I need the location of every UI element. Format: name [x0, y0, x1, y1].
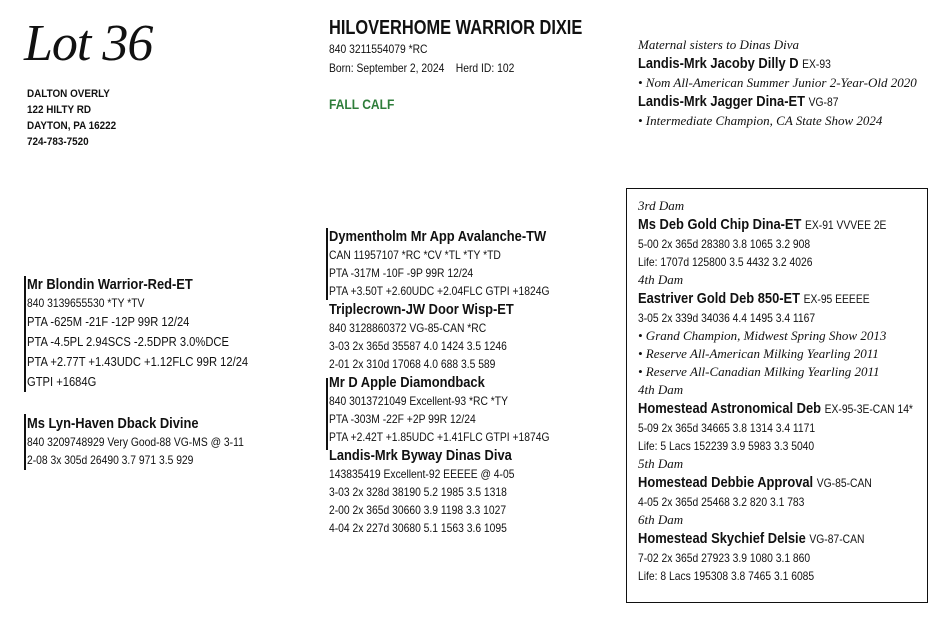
animal-birth-herd	[329, 60, 514, 77]
animal-name: HILOVERHOME WARRIOR DIXIE	[329, 17, 583, 39]
box-dam-line: Life: 8 Lacs 195308 3.8 7465 3.1 6085	[638, 569, 815, 583]
sire-line: GTPI +1684G	[27, 374, 97, 389]
box-dam-line: 5-09 2x 365d 34665 3.8 1314 3.4 1171	[638, 421, 816, 435]
sire-lines	[27, 294, 284, 392]
pedigree-animal-line: 4-04 2x 227d 30680 5.1 1563 3.6 1095	[329, 521, 507, 535]
box-dam-entry	[638, 289, 883, 309]
box-dam-name: Homestead Astronomical Deb	[638, 400, 822, 417]
pedigree-animal-line: PTA +3.50T +2.60UDC +2.04FLC GTPI +1824G	[329, 284, 550, 298]
sister-entry	[638, 92, 878, 112]
sire-block	[27, 275, 284, 392]
sister-note: • Intermediate Champion, CA State Show 2024	[638, 113, 883, 128]
dam-lines	[27, 433, 279, 469]
box-dam-entry	[638, 215, 887, 235]
box-dam-line: 4-05 2x 365d 25468 3.2 820 3.1 783	[638, 495, 805, 509]
pedigree-animal-line: CAN 11957107 *RC *CV *TL *TY *TD	[329, 248, 501, 262]
dams-list	[638, 197, 923, 585]
pedigree-animal	[329, 300, 619, 373]
box-dam-line: 7-02 2x 365d 27923 3.9 1080 3.1 860	[638, 551, 811, 565]
sister-classification: EX-93	[802, 57, 831, 71]
box-dam-note: • Grand Champion, Midwest Spring Show 2013	[638, 328, 887, 343]
lot-number: Lot 36	[24, 15, 153, 72]
dam-line: 2-08 3x 305d 26490 3.7 971 3.5 929	[27, 453, 194, 467]
sister-note: • Nom All-American Summer Junior 2-Year-Old 2020	[638, 75, 917, 90]
animal-born: Born: September 2, 2024	[329, 61, 445, 75]
box-dam-name: Homestead Skychief Delsie	[638, 530, 806, 547]
sister-classification: VG-87	[808, 95, 839, 109]
box-dam-name: Eastriver Gold Deb 850-ET	[638, 290, 801, 307]
pedigree-animal-line: 840 3128860372 VG-85-CAN *RC	[329, 321, 487, 335]
pedigree-animal-name: Dymentholm Mr App Avalanche-TW	[329, 228, 547, 245]
pedigree-animal-line: PTA +2.42T +1.85UDC +1.41FLC GTPI +1874G	[329, 430, 550, 444]
pedigree-animal-line: 3-03 2x 328d 38190 5.2 1985 3.5 1318	[329, 485, 507, 499]
pedigree-animal-name: Triplecrown-JW Door Wisp-ET	[329, 301, 514, 318]
dam-line: 840 3209748929 Very Good-88 VG-MS @ 3-11	[27, 435, 244, 449]
box-dam-classification: EX-95 EEEEE	[803, 292, 870, 306]
pedigree-divider-1	[326, 228, 328, 300]
pedigree-middle	[329, 227, 619, 537]
box-dam-entry	[638, 529, 883, 549]
dam-generation-label: 3rd Dam	[638, 198, 685, 213]
box-dam-classification: VG-85-CAN	[816, 476, 872, 490]
pedigree-animal	[329, 373, 619, 446]
box-dam-line: Life: 5 Lacs 152239 3.9 5983 3.3 5040	[638, 439, 815, 453]
pedigree-animal-name: Mr D Apple Diamondback	[329, 374, 485, 391]
dam-divider	[24, 414, 26, 470]
pedigree-divider-2	[326, 378, 328, 450]
sire-divider	[24, 276, 26, 392]
dam-generation-label: 6th Dam	[638, 512, 684, 527]
pedigree-animal-name: Landis-Mrk Byway Dinas Diva	[329, 447, 512, 464]
box-dam-classification: EX-95-3E-CAN 14*	[824, 402, 913, 416]
pedigree-animal-line: 2-00 2x 365d 30660 3.9 1198 3.3 1027	[329, 503, 507, 517]
pedigree-animal-line: 840 3013721049 Excellent-93 *RC *TY	[329, 394, 509, 408]
box-dam-line: 3-05 2x 339d 34036 4.4 1495 3.4 1167	[638, 311, 816, 325]
sisters-list	[638, 54, 917, 130]
consignor-block	[27, 86, 116, 150]
maternal-sisters	[638, 36, 917, 130]
dam-generation-label: 4th Dam	[638, 272, 684, 287]
consignor-phone: 724-783-7520	[27, 136, 89, 148]
sister-name: Landis-Mrk Jacoby Dilly D	[638, 55, 799, 72]
box-dam-line: Life: 1707d 125800 3.5 4432 3.2 4026	[638, 255, 813, 269]
sister-entry	[638, 54, 878, 74]
animal-registration: 840 3211554079 *RC	[329, 42, 428, 56]
sister-name: Landis-Mrk Jagger Dina-ET	[638, 93, 806, 110]
animal-class: FALL CALF	[329, 96, 395, 112]
box-dam-entry	[638, 473, 883, 493]
dam-name: Ms Lyn-Haven Dback Divine	[27, 415, 199, 432]
box-dam-note: • Reserve All-Canadian Milking Yearling 2011	[638, 364, 880, 379]
box-dam-classification: VG-87-CAN	[809, 532, 865, 546]
box-dam-name: Homestead Debbie Approval	[638, 474, 814, 491]
pedigree-animal-line: 2-01 2x 310d 17068 4.0 688 3.5 589	[329, 357, 496, 371]
pedigree-animal	[329, 446, 619, 537]
sire-line: PTA -4.5PL 2.94SCS -2.5DPR 3.0%DCE	[27, 334, 229, 349]
maternal-sisters-heading: Maternal sisters to Dinas Diva	[638, 37, 800, 52]
consignor-name: DALTON OVERLY	[27, 88, 110, 100]
pedigree-animal-line: 3-03 2x 365d 35587 4.0 1424 3.5 1246	[329, 339, 507, 353]
pedigree-animal-line: PTA -317M -10F -9P 99R 12/24	[329, 266, 474, 280]
box-dam-entry	[638, 399, 913, 419]
box-dam-name: Ms Deb Gold Chip Dina-ET	[638, 216, 802, 233]
animal-herd-id: Herd ID: 102	[455, 61, 515, 75]
sire-line: PTA +2.77T +1.43UDC +1.12FLC 99R 12/24	[27, 354, 249, 369]
dam-block	[27, 414, 279, 469]
box-dam-classification: EX-91 VVVEE 2E	[804, 218, 887, 232]
dam-generation-label: 5th Dam	[638, 456, 684, 471]
sire-name: Mr Blondin Warrior-Red-ET	[27, 276, 193, 293]
pedigree-animal-line: 143835419 Excellent-92 EEEEE @ 4-05	[329, 467, 515, 481]
box-dam-note: • Reserve All-American Milking Yearling 2011	[638, 346, 879, 361]
sire-line: PTA -625M -21F -12P 99R 12/24	[27, 314, 190, 329]
consignor-city: DAYTON, PA 16222	[27, 120, 117, 132]
pedigree-animal-line: PTA -303M -22F +2P 99R 12/24	[329, 412, 476, 426]
consignor-street: 122 HILTY RD	[27, 104, 92, 116]
box-dam-line: 5-00 2x 365d 28380 3.8 1065 3.2 908	[638, 237, 811, 251]
pedigree-animal	[329, 227, 619, 300]
sire-line: 840 3139655530 *TY *TV	[27, 296, 145, 310]
dam-generation-label: 4th Dam	[638, 382, 684, 397]
